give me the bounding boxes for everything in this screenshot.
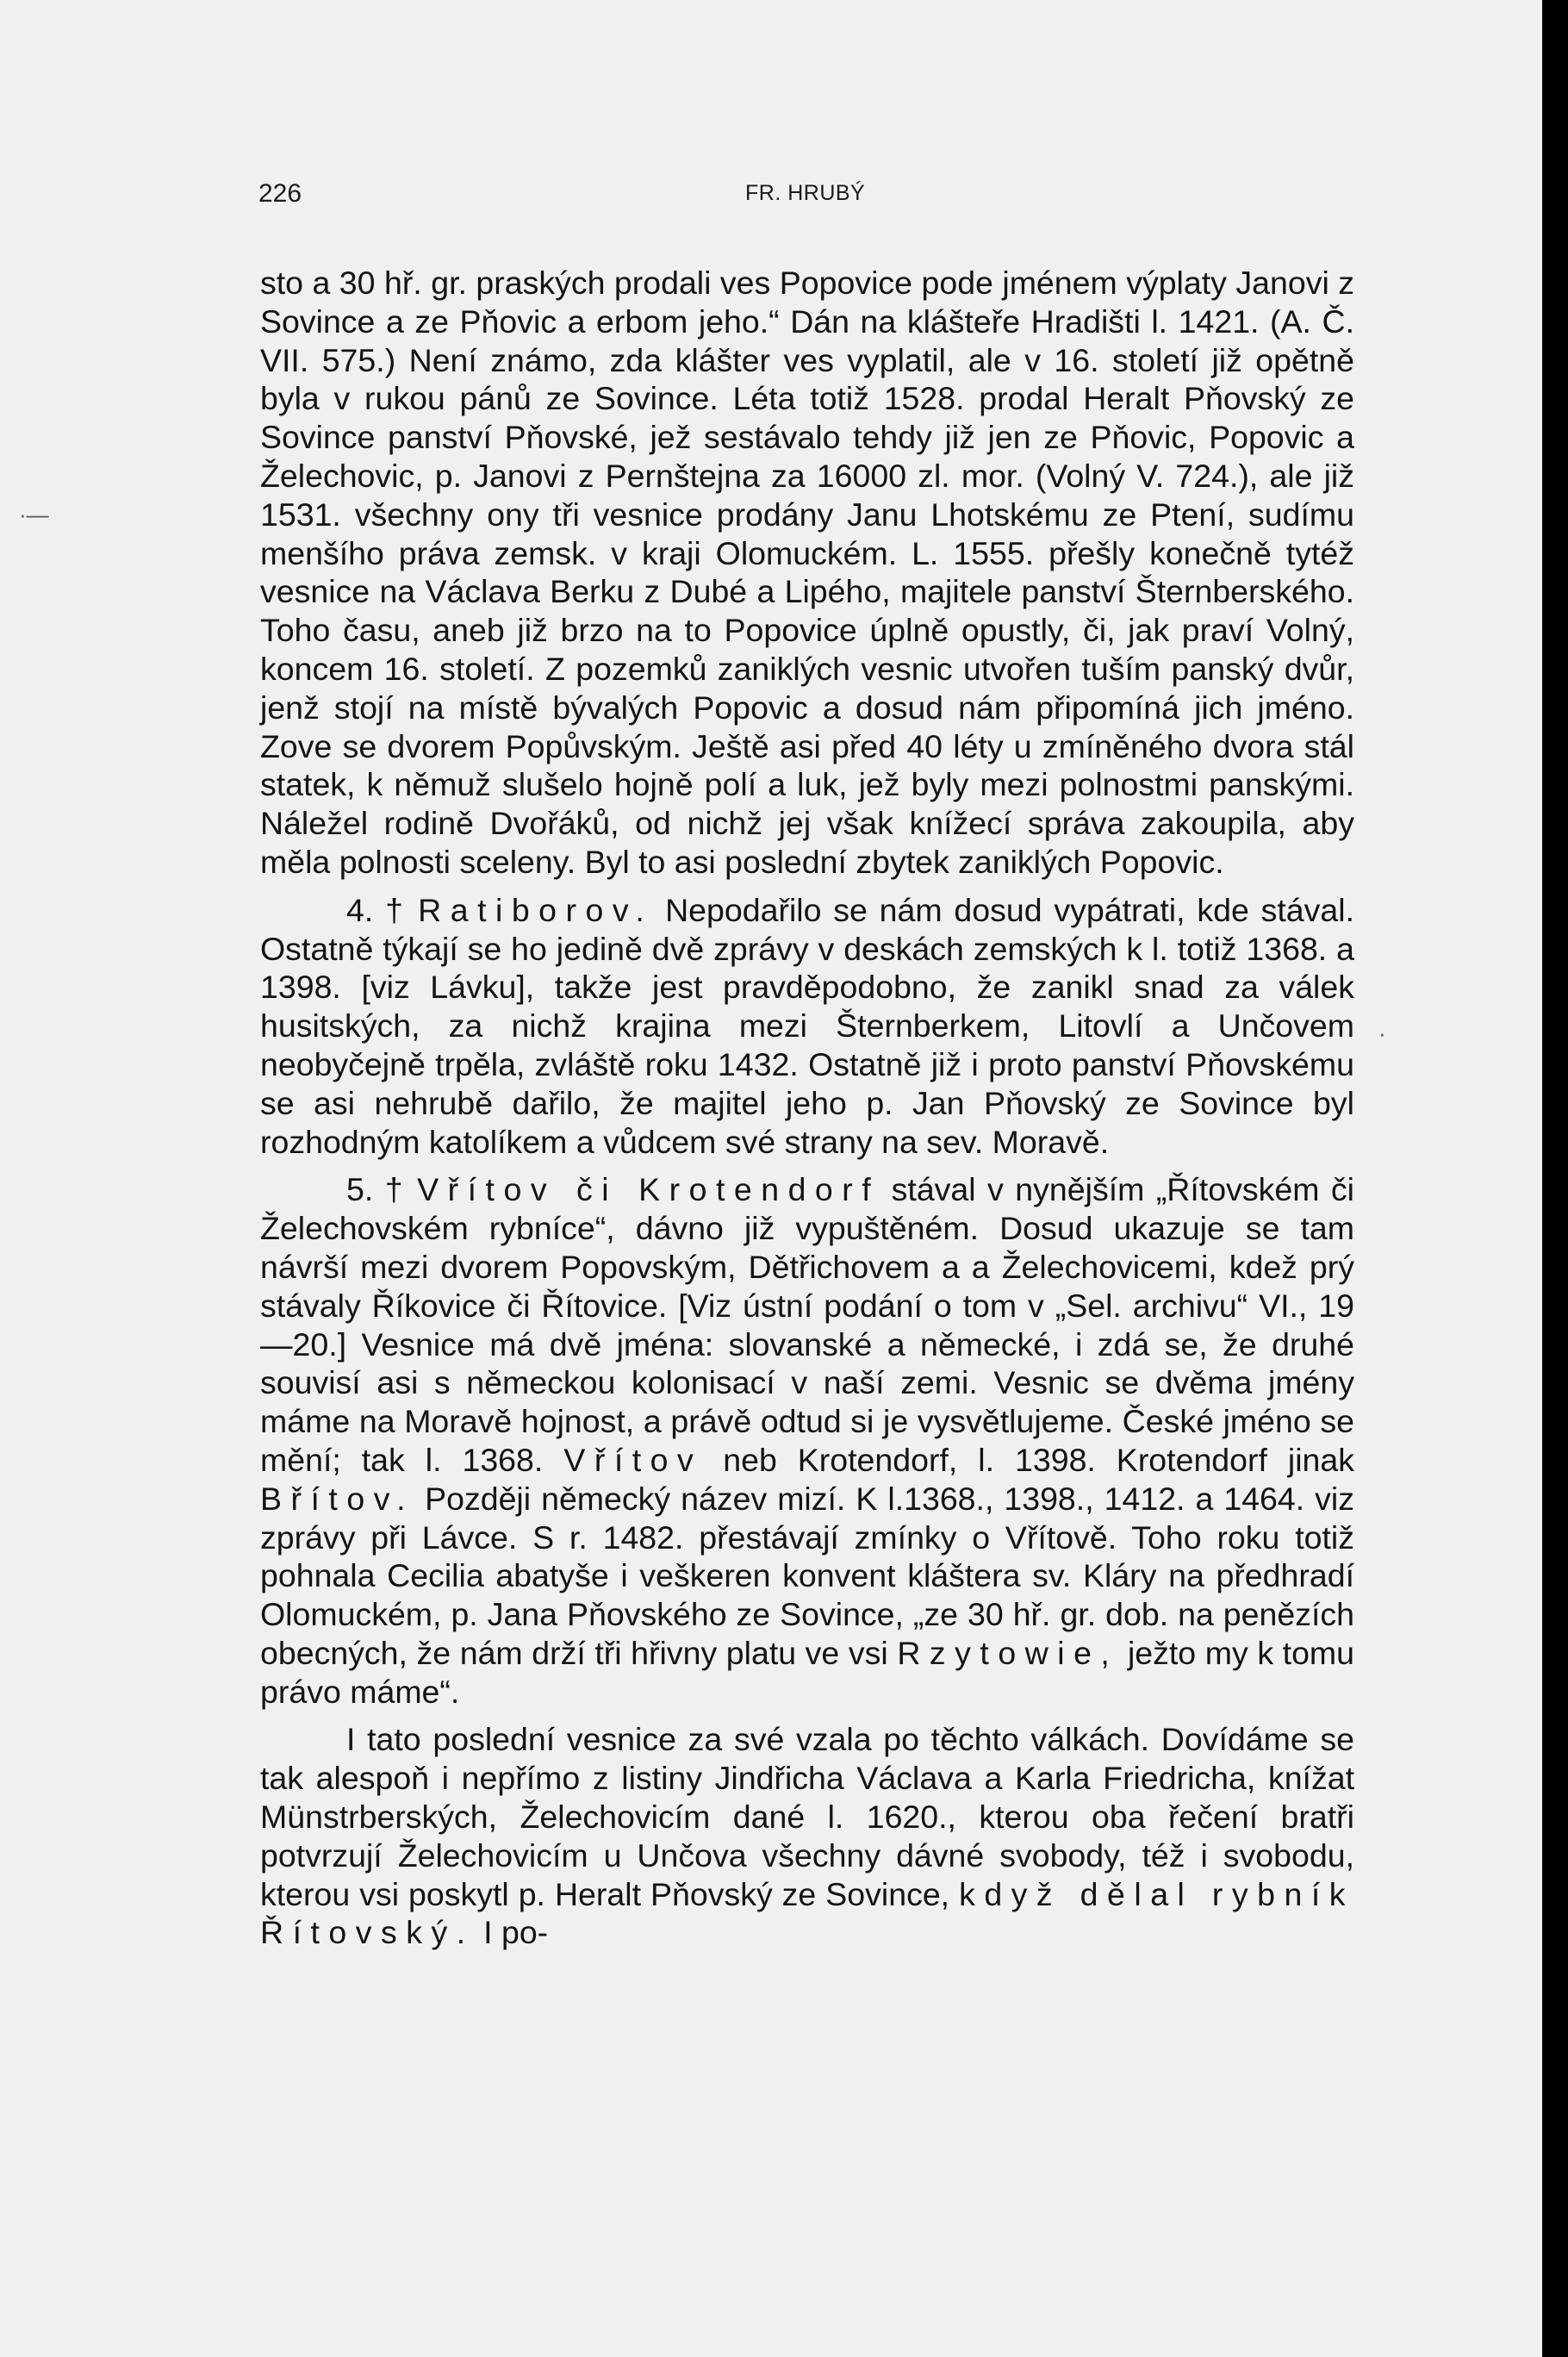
page-number: 226 xyxy=(258,179,302,208)
entry-number: 4. † xyxy=(346,891,407,928)
spaced-name: Rzytowie, xyxy=(897,1634,1119,1671)
spaced-name: Břítov. xyxy=(260,1480,415,1517)
place-name-ratiborov: Ratiborov. xyxy=(418,891,654,928)
paragraph-text: ježto my k tomu právo máme“. xyxy=(260,1634,1355,1710)
spaced-name: Vřítov xyxy=(563,1441,703,1478)
paragraph-text: Nepodařilo se nám dosud vypátrati, kde stával. Ostatně týkají se ho jedině dvě zprávy v deskách zemských k l. totiž 1368. a 1398. [viz Lávku], takže jest pravděpodobno, že zanikl snad za válek husitských, za nichž krajina mezi Šternberkem, Litovlí a Unčovem neobyčejně trpěla, zvláště roku 1432. Ostatně již i proto panství Pňovskému se asi nehrubě dařilo, že majitel jeho p. Jan Pňovský ze Sovince byl rozhodným katolíkem a vůdcem své strany na sev. Moravě. xyxy=(260,891,1354,1160)
paragraph-vritov xyxy=(260,1170,1354,1711)
spaced-phrase: když dělal rybník Řítovský. xyxy=(260,1875,1354,1951)
margin-dot-mark: · xyxy=(1378,1020,1386,1046)
body-text xyxy=(260,264,1354,1952)
paragraph-text: Později německý název mizí. K l.1368., 1398., 1412. a 1464. viz zprávy při Lávce. S r. 1482. přestávají zmínky o Vřítově. Toho roku totiž pohnala Cecilia abatyše i veškeren konvent kláštera sv. Kláry na předhradí Olomuckém, p. Jana Pňovského ze Sovince, „ze 30 hř. gr. dob. na penězích obecných, že nám drží tři hřivny platu ve vsi xyxy=(260,1480,1354,1671)
paragraph-zelechovice xyxy=(260,1720,1354,1952)
paragraph-text: neb Krotendorf, l. 1398. Krotendorf jinak xyxy=(723,1441,1355,1478)
page-header xyxy=(258,179,1353,214)
running-head: FR. HRUBÝ xyxy=(745,181,866,205)
paragraph-text: stával v nynějším „Řítovském či Želechovském rybníce“, dávno již vypuštěném. Dosud ukazuje se tam návrší mezi dvorem Popovským, Dětřichovem a a Želechovicemi, kdež prý stávaly Říkovice či Řítovice. [Viz ústní podání o tom v „Sel. archivu“ VI., 19—20.] Vesnice má dvě jména: slovanské a německé, i zdá se, že druhé souvisí asi s německou kolonisací v naší zemi. Vesnic se dvěma jmény máme na Moravě hojnost, a právě odtud si je vysvětlujeme. České jméno se mění; tak l. 1368. xyxy=(260,1171,1354,1478)
paragraph-popovice-continued: sto a 30 hř. gr. praských prodali ves Popovice pode jménem výplaty Janovi z Sovince a ze Pňovic a erbom jeho.“ Dán na klášteře Hradišti l. 1421. (A. Č. VII. 575.) Není známo, zda klášter ves vyplatil, ale v 16. století již opětně byla v rukou pánů ze Sovince. Léta totiž 1528. prodal Heralt Pňovský ze Sovince panství Pňovské, jež sestávalo tehdy již jen ze Pňovic, Popovic a Želechovic, p. Janovi z Pernštejna za 16000 zl. mor. (Volný V. 724.), ale již 1531. všechny ony tři vesnice prodány Janu Lhotskému ze Ptení, sudímu menšího práva zemsk. v kraji Olomuckém. L. 1555. přešly konečně tytéž vesnice na Václava Berku z Dubé a Lipého, majitele panství Šternberského. Toho času, aneb již brzo na to Popovice úplně opustly, či, jak praví Volný, koncem 16. století. Z pozemků zaniklých vesnic utvořen tuším panský dvůr, jenž stojí na místě bývalých Popovic a dosud nám připomíná jich jméno. Zove se dvorem Popůvským. Ještě asi před 40 léty u zmíněného dvora stál statek, k němuž slušelo hojně polí a luk, jež byly mezi polnostmi panskými. Náležel rodině Dvořáků, od nichž jej však knížecí správa zakoupila, aby měla polnosti sceleny. Byl to asi poslední zbytek zaniklých Popovic. xyxy=(260,265,1354,880)
place-name-vritov: Vřítov či Krotendorf xyxy=(417,1171,880,1208)
paragraph-text: I tato poslední vesnice za své vzala po těchto válkách. Dovídáme se tak alespoň i nepřímo z listiny Jindřicha Václava a Karla Friedricha, knížat Münstrberských, Želechovicím dané l. 1620., kterou oba řečení bratři potvrzují Želechovicím u Unčova všechny dávné svobody, též i svobodu, kterou vsi poskytl p. Heralt Pňovský ze Sovince, xyxy=(260,1721,1354,1912)
entry-number: 5. † xyxy=(346,1171,406,1208)
paragraph-ratiborov xyxy=(260,891,1354,1162)
paragraph-text: I po- xyxy=(483,1914,549,1951)
margin-dash-mark: ·— xyxy=(19,502,49,527)
